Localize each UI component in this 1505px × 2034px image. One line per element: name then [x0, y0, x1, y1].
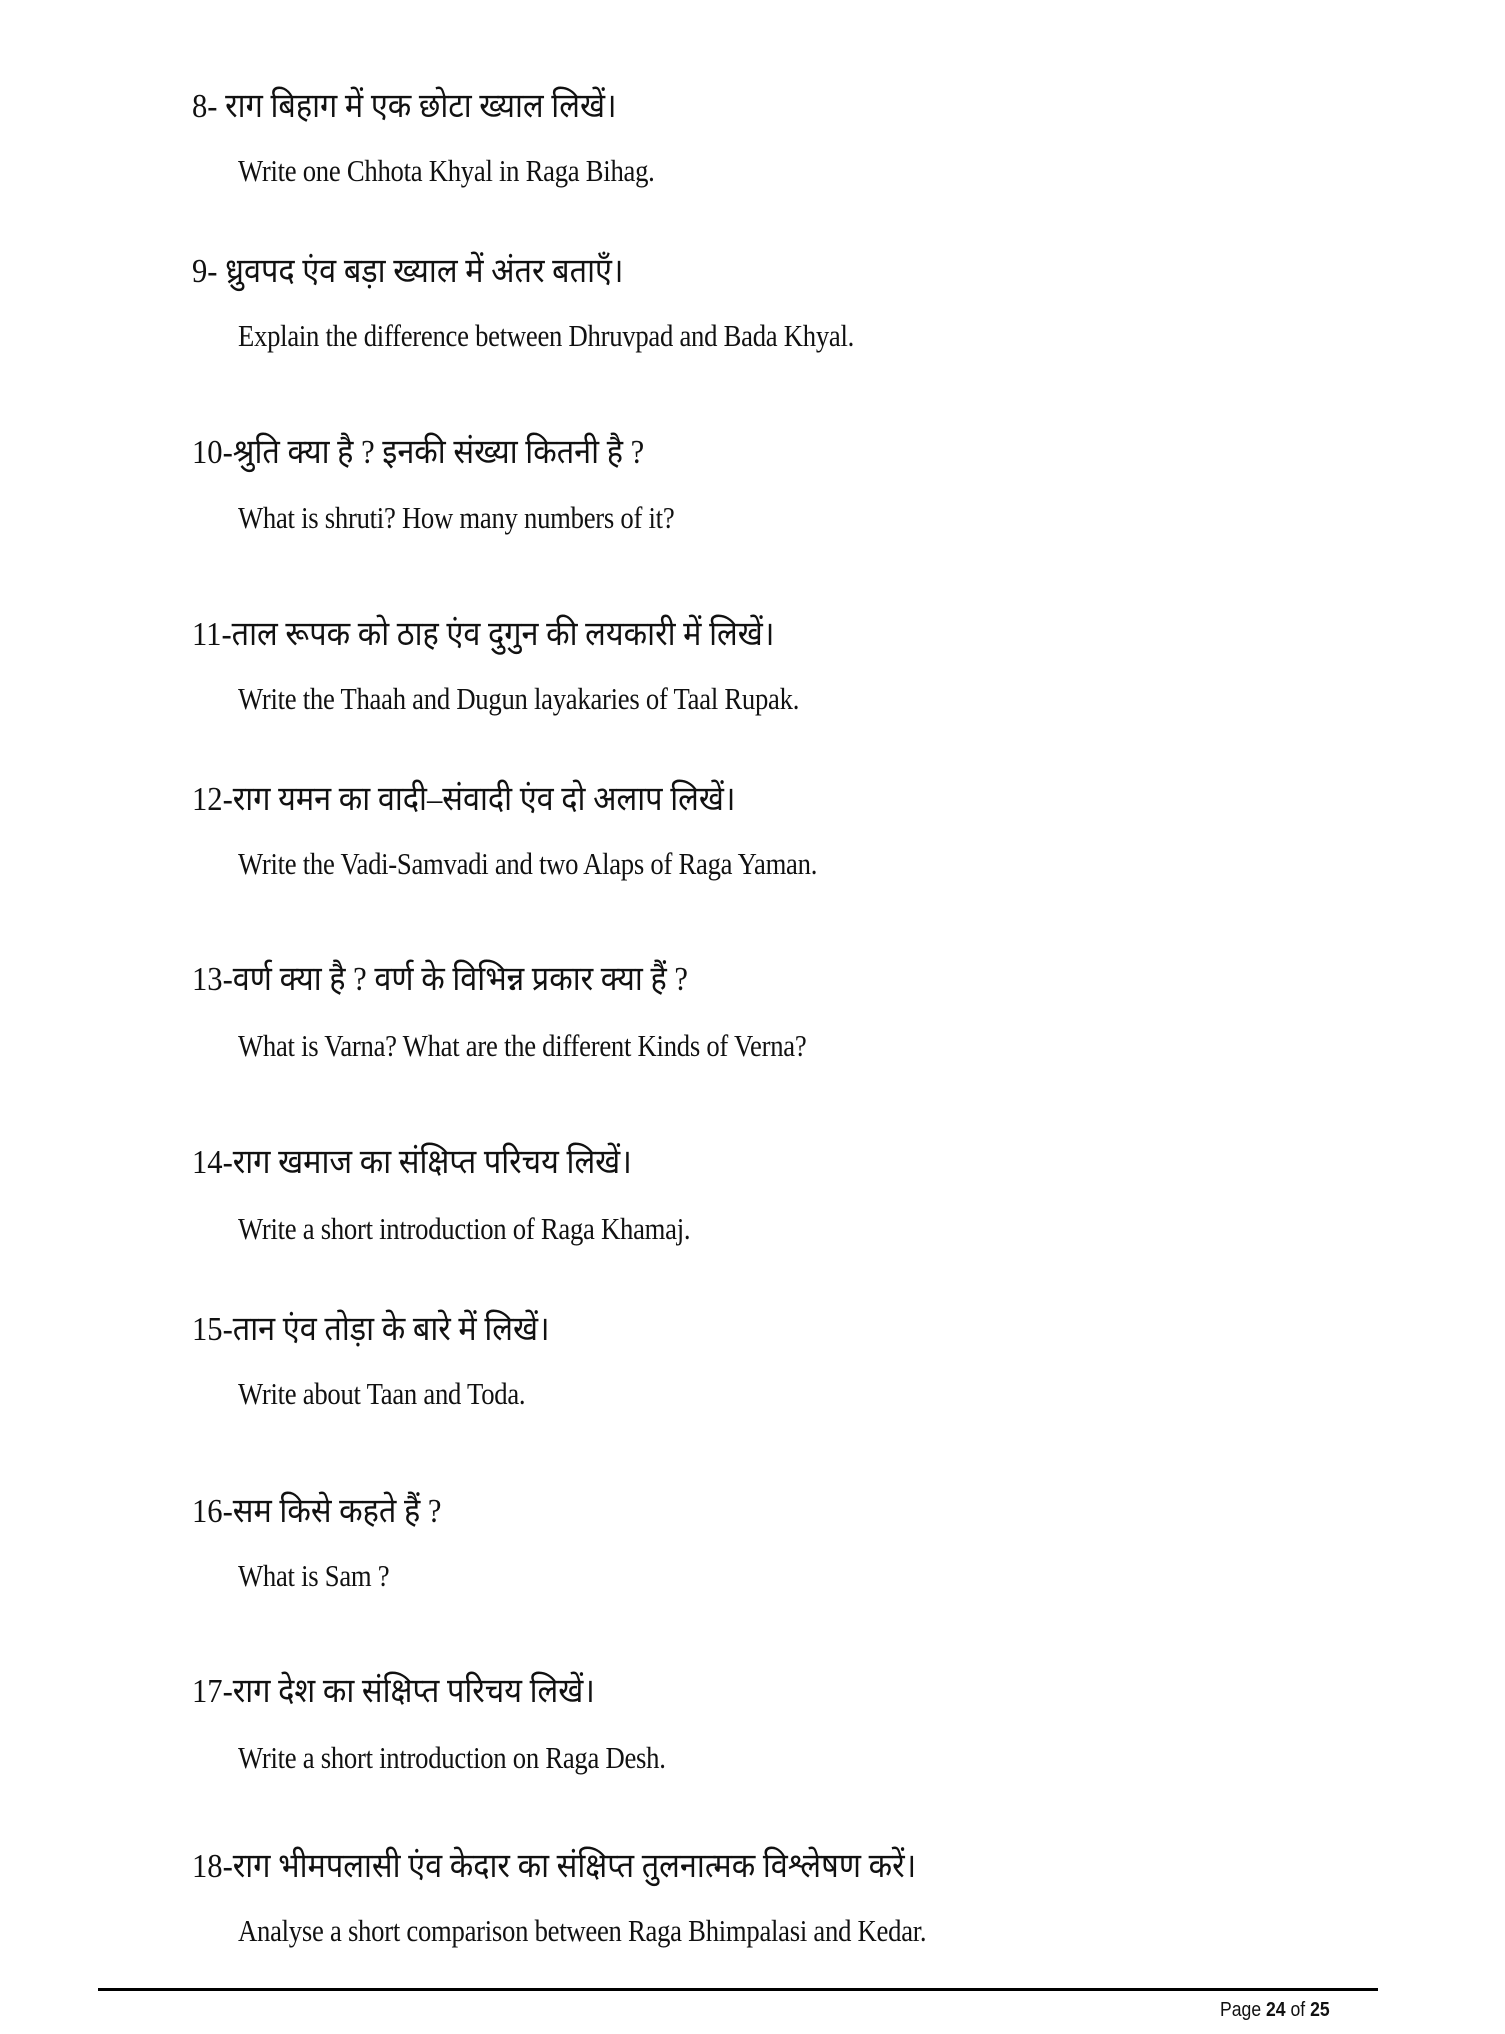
page-label: Page — [1220, 1999, 1262, 2021]
question-8-english: Write one Chhota Khyal in Raga Bihag. — [238, 153, 655, 188]
question-9-english: Explain the difference between Dhruvpad and Bada Khyal. — [238, 318, 855, 353]
question-16-english: What is Sam ? — [238, 1558, 390, 1593]
question-10-hindi: 10-श्रुति क्या है ? इनकी संख्या कितनी है ? — [192, 434, 645, 471]
current-page: 24 — [1266, 1999, 1286, 2021]
question-9-hindi: 9- ध्रुवपद एंव बड़ा ख्याल में अंतर बताएँ। — [192, 253, 624, 290]
question-15-hindi: 15-तान एंव तोड़ा के बारे में लिखें। — [192, 1311, 550, 1348]
question-18-english: Analyse a short comparison between Raga Bhimpalasi and Kedar. — [238, 1913, 927, 1948]
question-13-english: What is Varna? What are the different Kinds of Verna? — [238, 1028, 807, 1063]
question-12-english: Write the Vadi-Samvadi and two Alaps of Raga Yaman. — [238, 846, 818, 881]
question-8-hindi: 8- राग बिहाग में एक छोटा ख्याल लिखें। — [192, 88, 617, 125]
question-18-hindi: 18-राग भीमपलासी एंव केदार का संक्षिप्त तुलनात्मक विश्लेषण करें। — [192, 1848, 917, 1885]
footer-divider — [98, 1988, 1378, 1991]
question-16-hindi: 16-सम किसे कहते हैं ? — [192, 1493, 442, 1530]
question-17-hindi: 17-राग देश का संक्षिप्त परिचय लिखें। — [192, 1673, 595, 1710]
of-label: of — [1290, 1999, 1306, 2021]
question-11-hindi: 11-ताल रूपक को ठाह एंव दुगुन की लयकारी में लिखें। — [192, 616, 775, 653]
question-15-english: Write about Taan and Toda. — [238, 1376, 526, 1411]
question-14-hindi: 14-राग खमाज का संक्षिप्त परिचय लिखें। — [192, 1144, 632, 1181]
question-14-english: Write a short introduction of Raga Khamaj. — [238, 1211, 691, 1246]
page-number — [1220, 1999, 1330, 2021]
total-pages: 25 — [1310, 1999, 1330, 2021]
question-10-english: What is shruti? How many numbers of it? — [238, 500, 675, 535]
question-11-english: Write the Thaah and Dugun layakaries of Taal Rupak. — [238, 681, 800, 716]
question-12-hindi: 12-राग यमन का वादी–संवादी एंव दो अलाप लिखें। — [192, 781, 736, 818]
question-17-english: Write a short introduction on Raga Desh. — [238, 1740, 666, 1775]
question-13-hindi: 13-वर्ण क्या है ? वर्ण के विभिन्न प्रकार क्या हैं ? — [192, 961, 688, 998]
